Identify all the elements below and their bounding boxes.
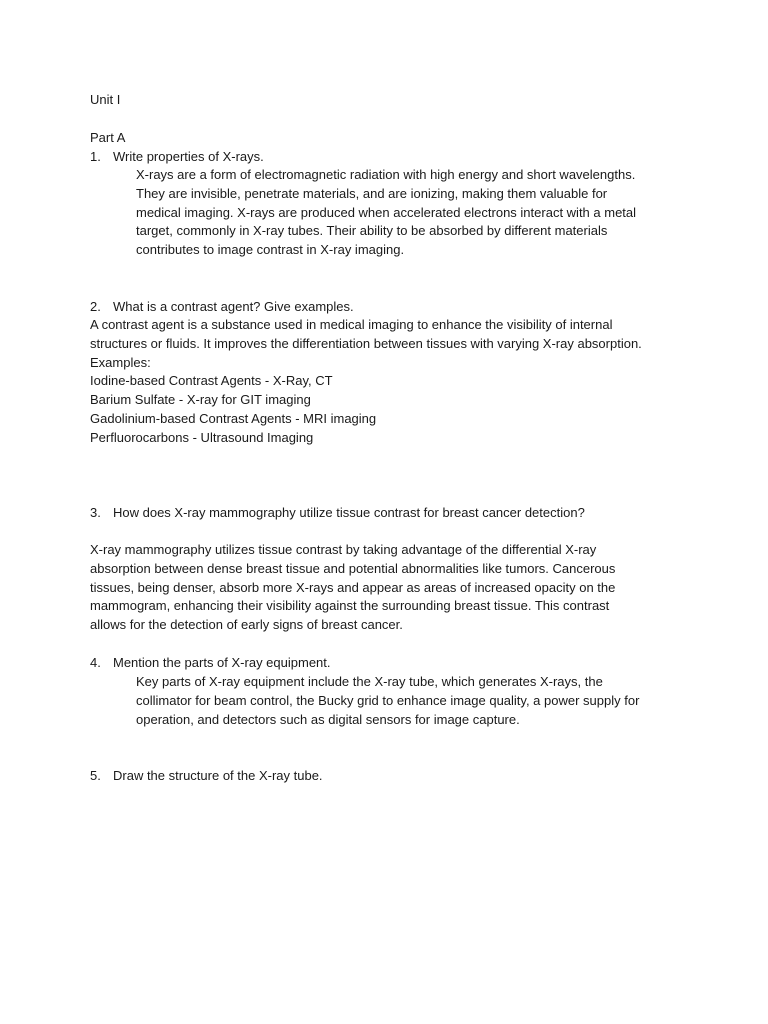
question-1-text: Write properties of X-rays. bbox=[113, 149, 264, 164]
question-3-number: 3. bbox=[90, 505, 101, 520]
answer-line: Key parts of X-ray equipment include the X-ray tube, which generates X-rays, the bbox=[136, 674, 603, 689]
question-4-number: 4. bbox=[90, 655, 101, 670]
answer-line: A contrast agent is a substance used in medical imaging to enhance the visibility of internal bbox=[90, 317, 613, 332]
answer-line: contributes to image contrast in X-ray imaging. bbox=[136, 242, 405, 258]
answer-line: tissues, being denser, absorb more X-rays and appear as areas of increased opacity on the bbox=[90, 579, 616, 595]
question-2-answer bbox=[90, 316, 642, 448]
question-5-text: Draw the structure of the X-ray tube. bbox=[113, 768, 323, 783]
answer-line: mammogram, enhancing their visibility against the surrounding breast tissue. This contrast bbox=[90, 598, 610, 614]
answer-line: Barium Sulfate - X-ray for GIT imaging bbox=[90, 392, 311, 408]
answer-line: medical imaging. X-rays are produced when accelerated electrons interact with a metal bbox=[136, 204, 637, 220]
answer-line: target, commonly in X-ray tubes. Their ability to be absorbed by different materials bbox=[136, 223, 608, 239]
question-2-number: 2. bbox=[90, 299, 101, 314]
answer-line: absorption between dense breast tissue and potential abnormalities like tumors. Cancerous bbox=[90, 560, 616, 576]
answer-line: Iodine-based Contrast Agents - X-Ray, CT bbox=[90, 373, 333, 389]
answer-line: structures or fluids. It improves the differentiation between tissues with varying X-ray absorption. bbox=[90, 335, 642, 351]
answer-line: X-rays are a form of electromagnetic radiation with high energy and short wavelengths. bbox=[136, 167, 636, 182]
question-3-answer bbox=[90, 541, 615, 635]
part-title: Part A bbox=[90, 130, 126, 145]
question-4-text: Mention the parts of X-ray equipment. bbox=[113, 655, 331, 670]
answer-line: allows for the detection of early signs of breast cancer. bbox=[90, 617, 403, 633]
answer-line: They are invisible, penetrate materials, and are ionizing, making them valuable for bbox=[136, 185, 608, 201]
question-4-answer bbox=[136, 673, 639, 729]
answer-line: operation, and detectors such as digital sensors for image capture. bbox=[136, 711, 520, 727]
answer-line: collimator for beam control, the Bucky grid to enhance image quality, a power supply for bbox=[136, 692, 640, 708]
answer-line: Examples: bbox=[90, 354, 151, 370]
question-2-text: What is a contrast agent? Give examples. bbox=[113, 299, 354, 314]
answer-line: Gadolinium-based Contrast Agents - MRI imaging bbox=[90, 410, 377, 426]
question-1-number: 1. bbox=[90, 149, 101, 164]
question-5-number: 5. bbox=[90, 768, 101, 783]
answer-line: Perfluorocarbons - Ultrasound Imaging bbox=[90, 429, 314, 445]
question-1-answer bbox=[136, 166, 636, 260]
question-3-text: How does X-ray mammography utilize tissue contrast for breast cancer detection? bbox=[113, 505, 585, 520]
answer-line: X-ray mammography utilizes tissue contrast by taking advantage of the differential X-ray bbox=[90, 542, 597, 557]
unit-title: Unit I bbox=[90, 92, 121, 107]
